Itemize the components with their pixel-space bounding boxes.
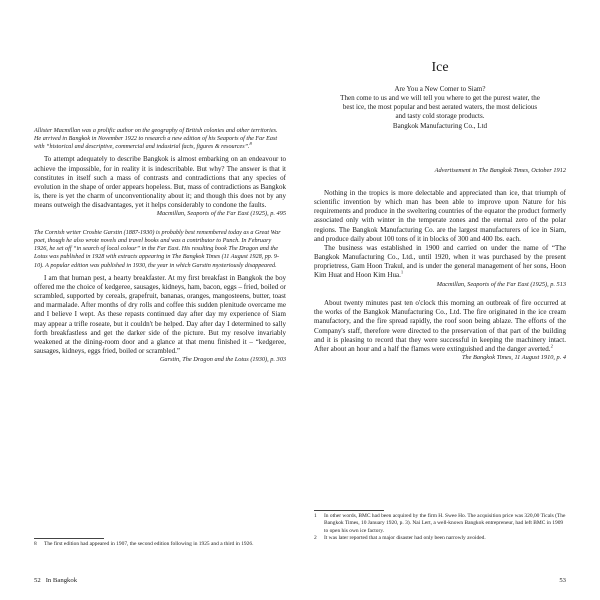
footnote-ref: 8 xyxy=(249,141,252,147)
footnote-ref: 1 xyxy=(400,270,404,276)
macmillan-attribution: Macmillan, Seaports of the Far East (1925), p. 495 xyxy=(156,210,286,218)
footnote-text: In other words, BMC had been acquired by the firm H. Swee Ho. The acquisition price was 320,00 Ticals (The Bangkok Times, 10 January 1920, p. 3). Nai Lert, a well-known Bangkok entrepreneur, had left BMC in 1909 to open his own ice factory. xyxy=(324,513,566,534)
epigraph-line: Are You a New Comer to Siam? xyxy=(394,85,486,93)
epigraph xyxy=(314,85,566,131)
epigraph-line: and tasty cold storage products. xyxy=(395,112,485,121)
bangkok-description-quote: To attempt adequately to describe Bangkok is almost embarking on an endeavour to achieve the impossible, for in reality it is indescribable. But why? The answer is that it constitutes in itself such a mass of contrasts and contradictions that any species of evolution in the shape of order appears hopeless. But, mass of contradictions as Bangkok is, there is yet the charm of unconventionality about it; and though this does not by any means outweigh the disadvantages, yet it helps considerably to condone the faults. xyxy=(34,155,286,210)
left-page-content xyxy=(34,127,286,365)
breakfast-quote: I am that human pest, a hearty breakfaster. At my first breakfast in Bangkok the boy offered me the choice of kedgeree, sausages, kidneys, ham, bacon, eggs – fried, boiled or scrambled, supported by cereals, grapefruit, bananas, oranges, mangosteens, butter, toast and marmalade. After months of dry rolls and coffee this sudden plenitude overcame me and I believe I wept. As these repasts continued day after day my experience of Siam may appear a trifle roseate, but it couldn't be helped. Day after day I determined to sally forth breakfastless and get the darker side of the picture. But my resolve invariably weakened at the dining-room door and a glance at that menu finished it – “kedgeree, sausages, kidneys, eggs fried, boiled or scrambled.” xyxy=(34,273,286,356)
footnote-number: 1 xyxy=(314,513,317,519)
right-folio: 53 xyxy=(559,577,566,584)
chapter-title: Ice xyxy=(431,60,449,75)
page-number: 52 xyxy=(34,577,41,584)
running-title: In Bangkok xyxy=(45,577,78,584)
footnote-text: It was later reported that a major disaster had only been narrowly avoided. xyxy=(324,534,486,541)
footnote-number: 8 xyxy=(34,541,37,547)
footnote-divider xyxy=(314,510,384,511)
left-folio xyxy=(34,577,82,585)
epigraph-line: Then come to us and we will tell you where to get the purest water, the xyxy=(340,94,540,103)
epigraph-line: best ice, the most popular and best aerated waters, the most delicious xyxy=(342,103,538,112)
right-page xyxy=(300,0,600,600)
footnote-item xyxy=(314,513,566,535)
ice-quote-para-1: Nothing in the tropics is more delectable and appreciated than ice, that triumph of scientific invention by which man has been able to improve upon Nature for his requirements and produce in the sweltering countries of the equator the product formerly associated only with winter in the temperate zones and the eternal zero of the polar regions. The Bangkok Manufacturing Co. are the largest manufacturers of ice in Siam, and produce daily about 100 tons of it in blocks of 300 and 400 lbs. each. xyxy=(314,189,566,243)
footnote-number: 2 xyxy=(314,534,317,541)
bangkok-times-attribution: The Bangkok Times, 11 August 1910, p. 4 xyxy=(461,354,566,362)
macmillan-intro: Allister Macmillan was a prolific author on the geography of British colonies and other territories. He arrived in Bangkok in November 1922 to research a new edition of his Seaports of the Far East with “historical and descriptive, commercial and industrial facts, figures & resources”.$^8$ xyxy=(34,128,278,151)
macmillan-attribution: Macmillan, Seaports of the Far East (1925), p. 513 xyxy=(436,280,566,288)
footnote-item xyxy=(314,535,566,542)
right-page-content xyxy=(314,189,566,363)
garstin-intro: The Cornish writer Crosbie Garstin (1887-1930) is probably best remembered today as a Great War poet, though he also wrote novels and travel books and was a contributor to Punch. In February 1926, he set off “in search of local colour” in the Far East. His resulting book The Dragon and the Lotus was published in 1928 with extracts appearing in The Bangkok Times (11 August 1928, pp. 9-10). A popular edition was published in 1930, the year in which Garstin mysteriously disappeared. xyxy=(34,230,281,269)
footnote-ref: 2 xyxy=(550,343,553,349)
fire-report-quote: About twenty minutes past ten o'clock this morning an outbreak of fire occurred at the works of the Bangkok Manufacturing Co., Ltd. The fire originated in the ice cream manufactory, and the fire spread rapidly, the roof soon being ablaze. The efforts of the Company's staff, therefore were directed to the preservation of that part of the building and it is pleasing to record that they were successful in keeping the machinery intact. After about an hour and a half the flames were extinguished and the danger averted.$^2$ xyxy=(314,299,566,353)
epigraph-line: Bangkok Manufacturing Co., Ltd xyxy=(392,121,488,130)
footnote-text: The first edition had appeared in 1907, the second edition following in 1925 and a third in 1926. xyxy=(44,541,254,547)
right-footnotes xyxy=(314,513,566,542)
footnote-divider xyxy=(34,538,104,539)
epigraph-attribution: Advertisement in The Bangkok Times, October 1912 xyxy=(434,167,566,174)
ice-quote-para-2: The business was established in 1900 and carried on under the name of “The Bangkok Manufacturing Co., Ltd., until 1920, when it was purchased by the present proprietress, Gam Hoon Trakul, and is under the general management of her sons, Hoon Kim Huat and Hoon Kim Hua.$^1$ xyxy=(314,243,566,280)
garstin-attribution: Garstin, The Dragon and the Lotus (1930), p. 303 xyxy=(159,356,286,364)
left-footnote xyxy=(34,541,286,548)
